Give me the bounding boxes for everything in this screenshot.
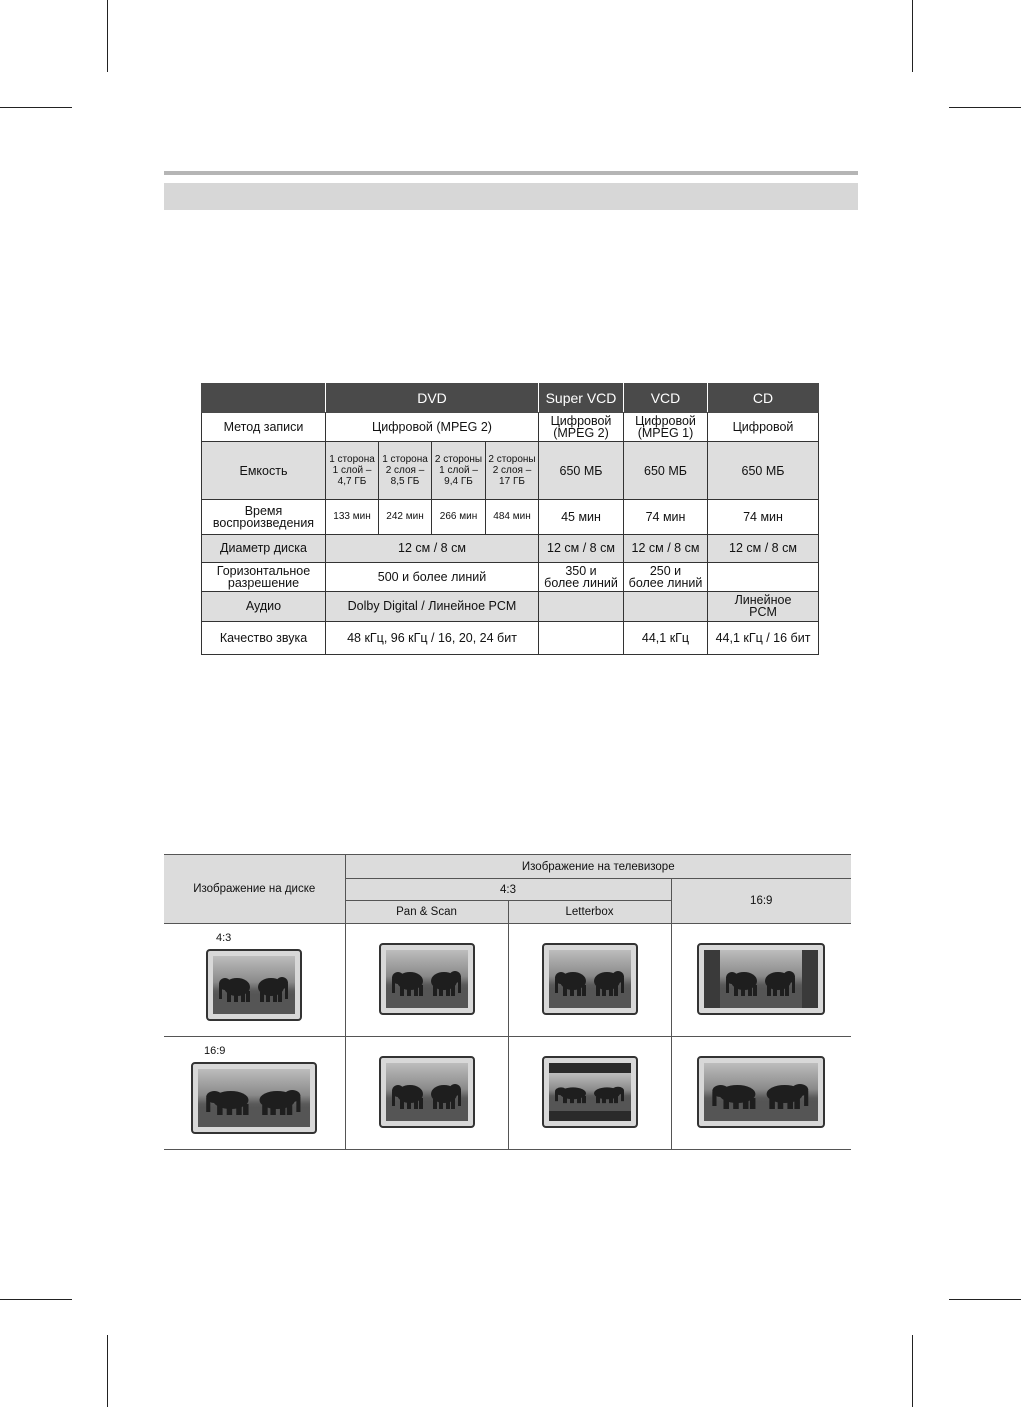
ratio-169-header: 16:9: [671, 879, 851, 924]
crop-mark: [107, 0, 108, 72]
ratio-43-header: 4:3: [345, 879, 671, 901]
header-blank: [202, 384, 326, 413]
header-vcd: VCD: [624, 384, 708, 413]
crop-mark: [949, 107, 1021, 108]
elephants-photo-icon: [549, 950, 631, 1008]
dvd-sound: 48 кГц, 96 кГц / 16, 20, 24 бит: [326, 621, 539, 654]
tv-frame: [697, 1056, 825, 1128]
header-dvd: DVD: [326, 384, 539, 413]
label-diameter: Диаметр диска: [202, 534, 326, 562]
elephants-photo-icon: [549, 1073, 631, 1111]
row-playtime: [202, 500, 819, 534]
aspect-ratio-table: [164, 854, 851, 1150]
crop-mark: [912, 0, 913, 72]
disc-image-header: Изображение на диске: [164, 855, 345, 924]
header-cd: CD: [708, 384, 819, 413]
dvd-playtime-4: 484 мин: [486, 500, 539, 534]
elephants-photo-icon: [704, 1063, 818, 1121]
letterbox-header: Letterbox: [508, 901, 671, 924]
cd-playtime: 74 мин: [708, 500, 819, 534]
tv-frame: [379, 1056, 475, 1128]
label-resolution: Горизонтальное разрешение: [202, 562, 326, 591]
header-rule: [164, 171, 858, 175]
row-method: [202, 413, 819, 442]
cd-audio: Линейное PCM: [708, 591, 819, 621]
dvd-capacity-2: 1 сторона 2 слоя – 8,5 ГБ: [379, 442, 432, 500]
crop-mark: [107, 1335, 108, 1407]
label-audio: Аудио: [202, 591, 326, 621]
crop-mark: [949, 1299, 1021, 1300]
cd-method: Цифровой: [708, 413, 819, 442]
dvd-playtime-2: 242 мин: [379, 500, 432, 534]
vcd-resolution: 250 и более линий: [624, 562, 708, 591]
svcd-capacity: 650 МБ: [539, 442, 624, 500]
vcd-playtime: 74 мин: [624, 500, 708, 534]
disc-format-label: 16:9: [204, 1045, 226, 1057]
label-capacity: Емкость: [202, 442, 326, 500]
tv-image-header: Изображение на телевизоре: [345, 855, 851, 879]
dvd-capacity-3: 2 стороны 1 слой – 9,4 ГБ: [432, 442, 486, 500]
vcd-sound: 44,1 кГц: [624, 621, 708, 654]
svcd-diameter: 12 см / 8 см: [539, 534, 624, 562]
elephants-photo-icon: [386, 1063, 468, 1121]
tv-frame: [379, 943, 475, 1015]
pan-scan-header: Pan & Scan: [345, 901, 508, 924]
svcd-audio: [539, 591, 624, 621]
tv-frame: [542, 1056, 638, 1128]
label-sound: Качество звука: [202, 621, 326, 654]
dvd-audio: Dolby Digital / Линейное PCM: [326, 591, 539, 621]
dvd-resolution: 500 и более линий: [326, 562, 539, 591]
svcd-resolution: 350 и более линий: [539, 562, 624, 591]
elephants-photo-icon: [213, 956, 295, 1014]
svcd-method: Цифровой (MPEG 2): [539, 413, 624, 442]
cd-sound: 44,1 кГц / 16 бит: [708, 621, 819, 654]
dvd-playtime-1: 133 мин: [326, 500, 379, 534]
row-resolution: [202, 562, 819, 591]
dvd-capacity-4: 2 стороны 2 слоя – 17 ГБ: [486, 442, 539, 500]
vcd-method: Цифровой (MPEG 1): [624, 413, 708, 442]
row-disc-169: [164, 1037, 851, 1150]
cd-diameter: 12 см / 8 см: [708, 534, 819, 562]
label-playtime: Время воспроизведения: [202, 500, 326, 534]
dvd-playtime-3: 266 мин: [432, 500, 486, 534]
row-disc-43: [164, 924, 851, 1037]
tv-frame: [697, 943, 825, 1015]
elephants-photo-icon: [198, 1069, 310, 1127]
dvd-capacity-1: 1 сторона 1 слой – 4,7 ГБ: [326, 442, 379, 500]
elephants-photo-icon: [720, 950, 802, 1008]
header-svcd: Super VCD: [539, 384, 624, 413]
cd-capacity: 650 МБ: [708, 442, 819, 500]
svcd-playtime: 45 мин: [539, 500, 624, 534]
vcd-capacity: 650 МБ: [624, 442, 708, 500]
disc-spec-table: [201, 383, 819, 655]
header-row: [202, 384, 819, 413]
tv-frame: [542, 943, 638, 1015]
tv-frame: [206, 949, 302, 1021]
crop-mark: [912, 1335, 913, 1407]
disc-format-label: 4:3: [216, 932, 232, 944]
vcd-diameter: 12 см / 8 см: [624, 534, 708, 562]
crop-mark: [0, 1299, 72, 1300]
row-sound: [202, 621, 819, 654]
row-diameter: [202, 534, 819, 562]
row-audio: [202, 591, 819, 621]
vcd-audio: [624, 591, 708, 621]
row-capacity: [202, 442, 819, 500]
svcd-sound: [539, 621, 624, 654]
crop-mark: [0, 107, 72, 108]
dvd-diameter: 12 см / 8 см: [326, 534, 539, 562]
cd-resolution: [708, 562, 819, 591]
tv-frame: [191, 1062, 317, 1134]
elephants-photo-icon: [386, 950, 468, 1008]
header-bar: [164, 183, 858, 210]
label-method: Метод записи: [202, 413, 326, 442]
dvd-method: Цифровой (MPEG 2): [326, 413, 539, 442]
